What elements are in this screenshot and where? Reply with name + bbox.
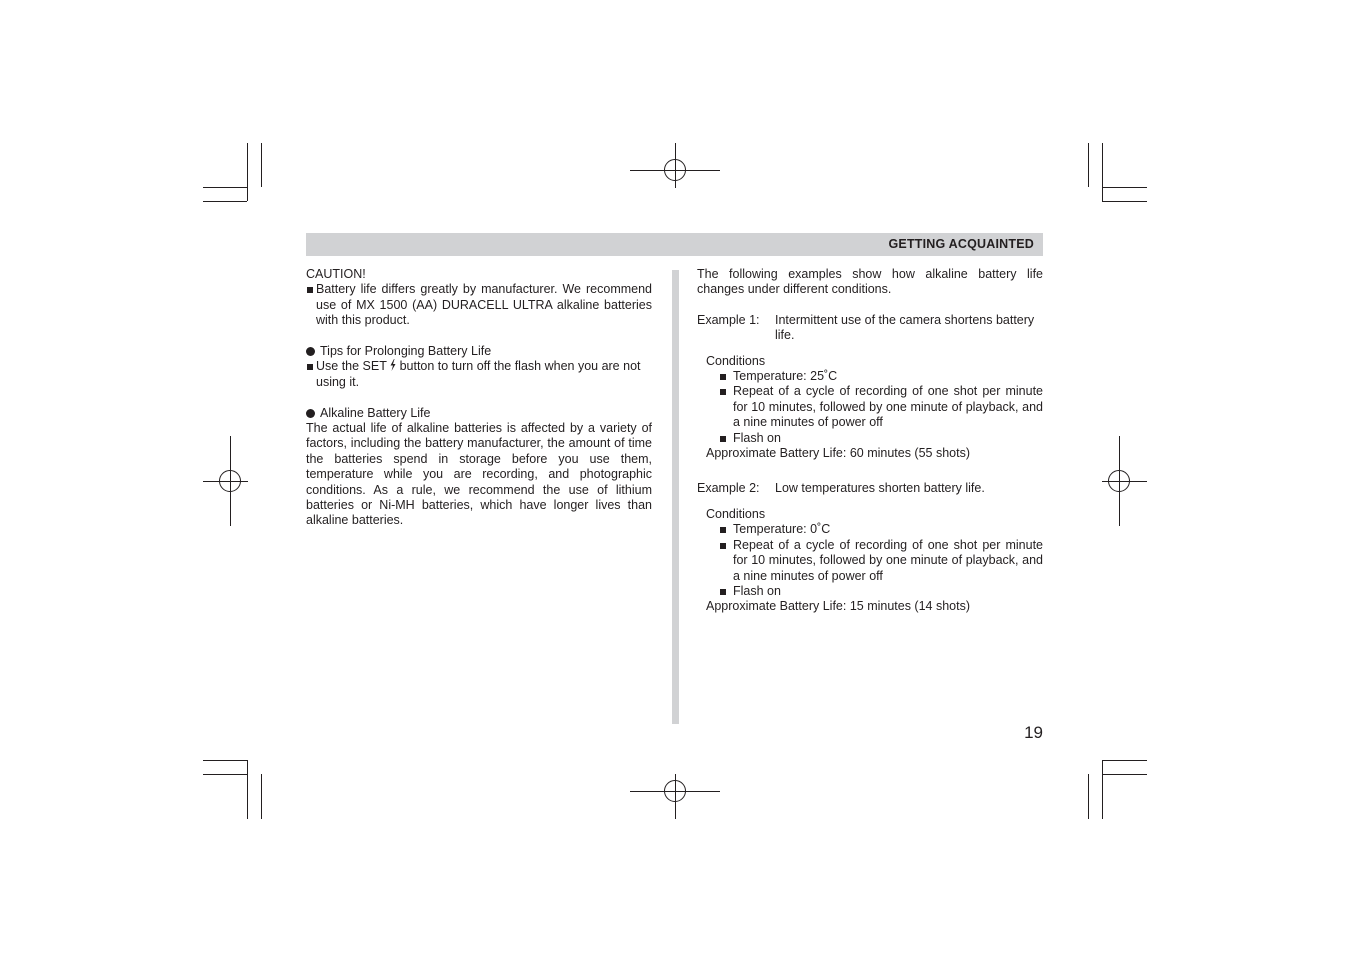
battery-life-result: Approximate Battery Life: 15 minutes (14 shots) (706, 599, 971, 614)
section-title: GETTING ACQUAINTED (888, 237, 1034, 251)
example-text: Low temperatures shorten battery life. (775, 481, 985, 496)
example-1 (697, 313, 1043, 344)
conditions-block (697, 507, 1043, 615)
condition-item: Repeat of a cycle of recording of one shot per minute for 10 minutes, followed by one minute of playback, and a nine minutes of power off (720, 538, 1043, 584)
crop-mark (1088, 774, 1089, 819)
section-header-bar (306, 233, 1043, 256)
square-bullet-icon (720, 589, 726, 595)
caution-heading: CAUTION! (306, 267, 366, 281)
crop-mark (1102, 143, 1103, 201)
alkaline-text: The actual life of alkaline batteries is affected by a variety of factors, including the battery manufacturer, the amount of time the batteries spend in storage before you use them, temperature while you are recording, and photographic conditions. As a rule, we recommend the use of lithium batteries or Ni-MH batteries, which have longer lives than alkaline batteries. (306, 421, 652, 528)
condition-item: Repeat of a cycle of recording of one shot per minute for 10 minutes, followed by one minute of playback, and a nine minutes of power off (720, 384, 1043, 430)
battery-life-result: Approximate Battery Life: 60 minutes (55 shots) (706, 446, 971, 461)
tips-text-before: Use the SET (316, 359, 391, 374)
right-column (697, 267, 1043, 615)
crop-mark (1102, 760, 1147, 761)
crop-mark (247, 760, 248, 819)
crop-mark (261, 774, 262, 819)
conditions-label: Conditions (706, 506, 766, 521)
conditions-label: Conditions (706, 353, 766, 368)
tips-text-after: button to turn off the flash when you are not using it. (316, 359, 641, 389)
condition-item: Flash on (720, 584, 1043, 599)
page-number: 19 (1024, 723, 1043, 742)
example-label: Example 2: (697, 481, 760, 496)
column-divider (672, 270, 679, 724)
tips-item (306, 359, 652, 390)
conditions-list (706, 522, 1043, 599)
crop-mark (203, 774, 247, 775)
square-bullet-icon (720, 389, 726, 395)
intro-text: The following examples show how alkaline battery life changes under different conditions. (697, 267, 1043, 297)
condition-item: Temperature: 25˚C (720, 369, 1043, 384)
caution-item (306, 282, 652, 328)
crop-mark (203, 201, 247, 202)
left-column (306, 267, 652, 529)
square-bullet-icon (720, 527, 726, 533)
condition-item: Flash on (720, 431, 1043, 446)
square-bullet-icon (307, 364, 313, 370)
example-text: Intermittent use of the camera shortens battery life. (775, 312, 1035, 343)
crop-mark (203, 760, 247, 761)
example-2 (697, 481, 1043, 496)
square-bullet-icon (720, 374, 726, 380)
crop-mark (1102, 760, 1103, 819)
square-bullet-icon (307, 287, 313, 293)
conditions-list (706, 369, 1043, 446)
example-label: Example 1: (697, 312, 760, 327)
tips-heading (306, 344, 652, 359)
crop-mark (261, 143, 262, 187)
crop-mark (1088, 143, 1089, 187)
caution-text: Battery life differs greatly by manufacturer. We recommend use of MX 1500 (AA) DURACELL ULTRA alkaline batteries with this product. (316, 282, 652, 328)
alkaline-heading (306, 406, 652, 421)
tips-heading-text: Tips for Prolonging Battery Life (320, 344, 492, 359)
round-bullet-icon (306, 347, 315, 356)
crop-mark (247, 143, 248, 201)
conditions-block (697, 354, 1043, 462)
crop-mark (1102, 187, 1147, 188)
condition-item: Temperature: 0˚C (720, 522, 1043, 537)
crop-mark (1102, 774, 1147, 775)
square-bullet-icon (720, 543, 726, 549)
round-bullet-icon (306, 409, 315, 418)
square-bullet-icon (720, 436, 726, 442)
alkaline-heading-text: Alkaline Battery Life (320, 405, 431, 420)
crop-mark (1102, 201, 1147, 202)
crop-mark (203, 187, 247, 188)
